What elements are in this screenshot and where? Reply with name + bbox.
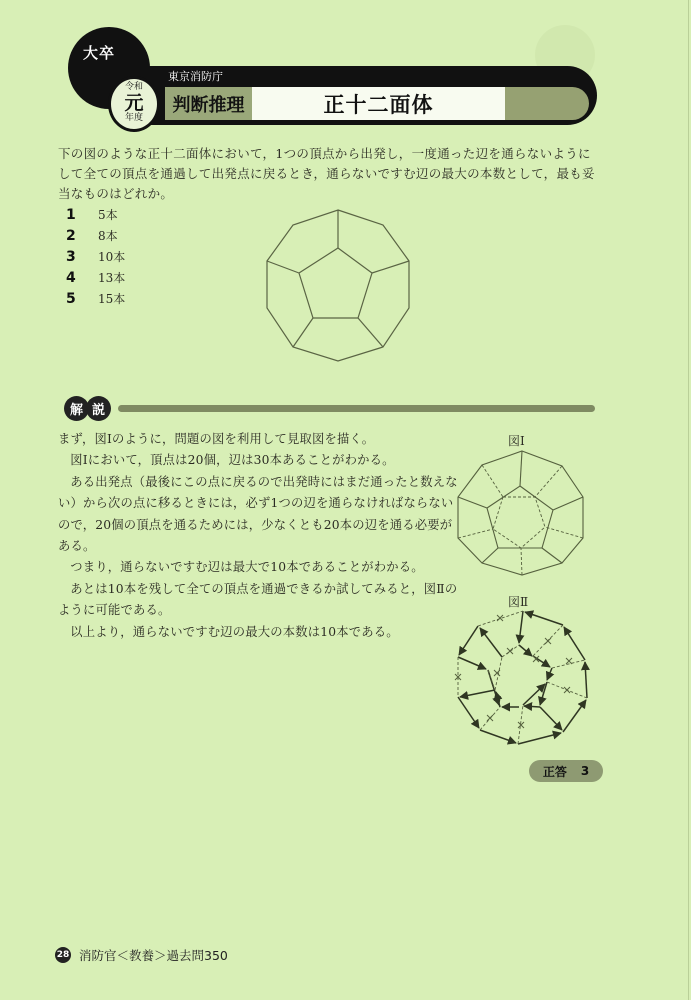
category-label: 判断推理 [165,87,252,120]
explanation-paragraph: 図Ⅰにおいて，頂点は20個，辺は30本あることがわかる。 [70,453,395,468]
page-title: 正十二面体 [252,87,505,120]
dodecahedron-figure [250,195,430,370]
figure2-diagram [445,590,605,755]
figure1-label: 図Ⅰ [508,434,525,448]
choice-item [66,225,125,246]
explanation-badge-char: 解 [64,396,89,421]
choice-label: 15本 [98,292,126,306]
choice-item [66,267,125,288]
explanation-badge [64,396,108,421]
question-text: 下の図のような正十二面体において，1つの頂点から出発し，一度通った辺を通らないようにして全ての頂点を通過して出発点に戻るとき，通らないですむ辺の最大の本数として，最も妥当なものはどれか。 [58,146,595,201]
choice-number: 1 [66,206,76,223]
choice-label: 8本 [98,229,118,243]
choice-label: 5本 [98,208,118,222]
explanation-paragraph: ある出発点（最後にこの点に戻るので出発時にはまだ通ったと数えない）から次の点に移るときには，必ず1つの辺を通らなければならないので，20個の頂点を通るためには，少なくとも20本の辺を通る必要がある。 [58,474,458,554]
choice-number: 5 [66,290,76,307]
choice-label: 13本 [98,271,126,285]
choice-label: 10本 [98,250,126,264]
choice-number: 3 [66,248,76,265]
explanation-paragraph: まず，図Ⅰのように，問題の図を利用して見取図を描く。 [58,432,375,446]
figure1-diagram [445,425,605,590]
cross-marks [455,615,572,728]
answer-badge [529,760,603,782]
figure2-label: 図Ⅱ [508,595,529,609]
page-number: 28 [55,947,71,963]
level-badge-label: 大卒 [83,44,116,62]
year-badge [108,76,160,132]
page-edge [688,0,689,1000]
page-footer [55,946,228,964]
year-prefix: 令和 [124,82,143,92]
answer-value: 3 [580,764,590,778]
choice-item [66,288,125,309]
choice-number: 2 [66,227,76,244]
choice-item [66,246,125,267]
answer-label: 正答 [542,764,567,779]
choice-number: 4 [66,269,76,286]
title-strip [165,87,589,120]
organization-label: 東京消防庁 [168,70,223,83]
explanation-paragraph: つまり，通らないですむ辺は最大で10本であることがわかる。 [70,560,424,575]
explanation-paragraph: 以上より，通らないですむ辺の最大の本数は10本である。 [70,624,399,639]
explanation-badge-char: 説 [86,396,111,421]
choice-item [66,204,125,225]
book-title: 消防官＜教養＞過去問350 [79,948,228,963]
choice-list [66,204,125,309]
explanation-text [58,429,458,643]
section-rule [118,405,595,412]
title-tail [505,87,589,120]
explanation-paragraph: あとは10本を残して全ての頂点を通過できるか試してみると，図Ⅱのように可能である。 [58,581,458,618]
year-value: 元 [124,92,144,114]
year-suffix: 年度 [124,113,143,123]
